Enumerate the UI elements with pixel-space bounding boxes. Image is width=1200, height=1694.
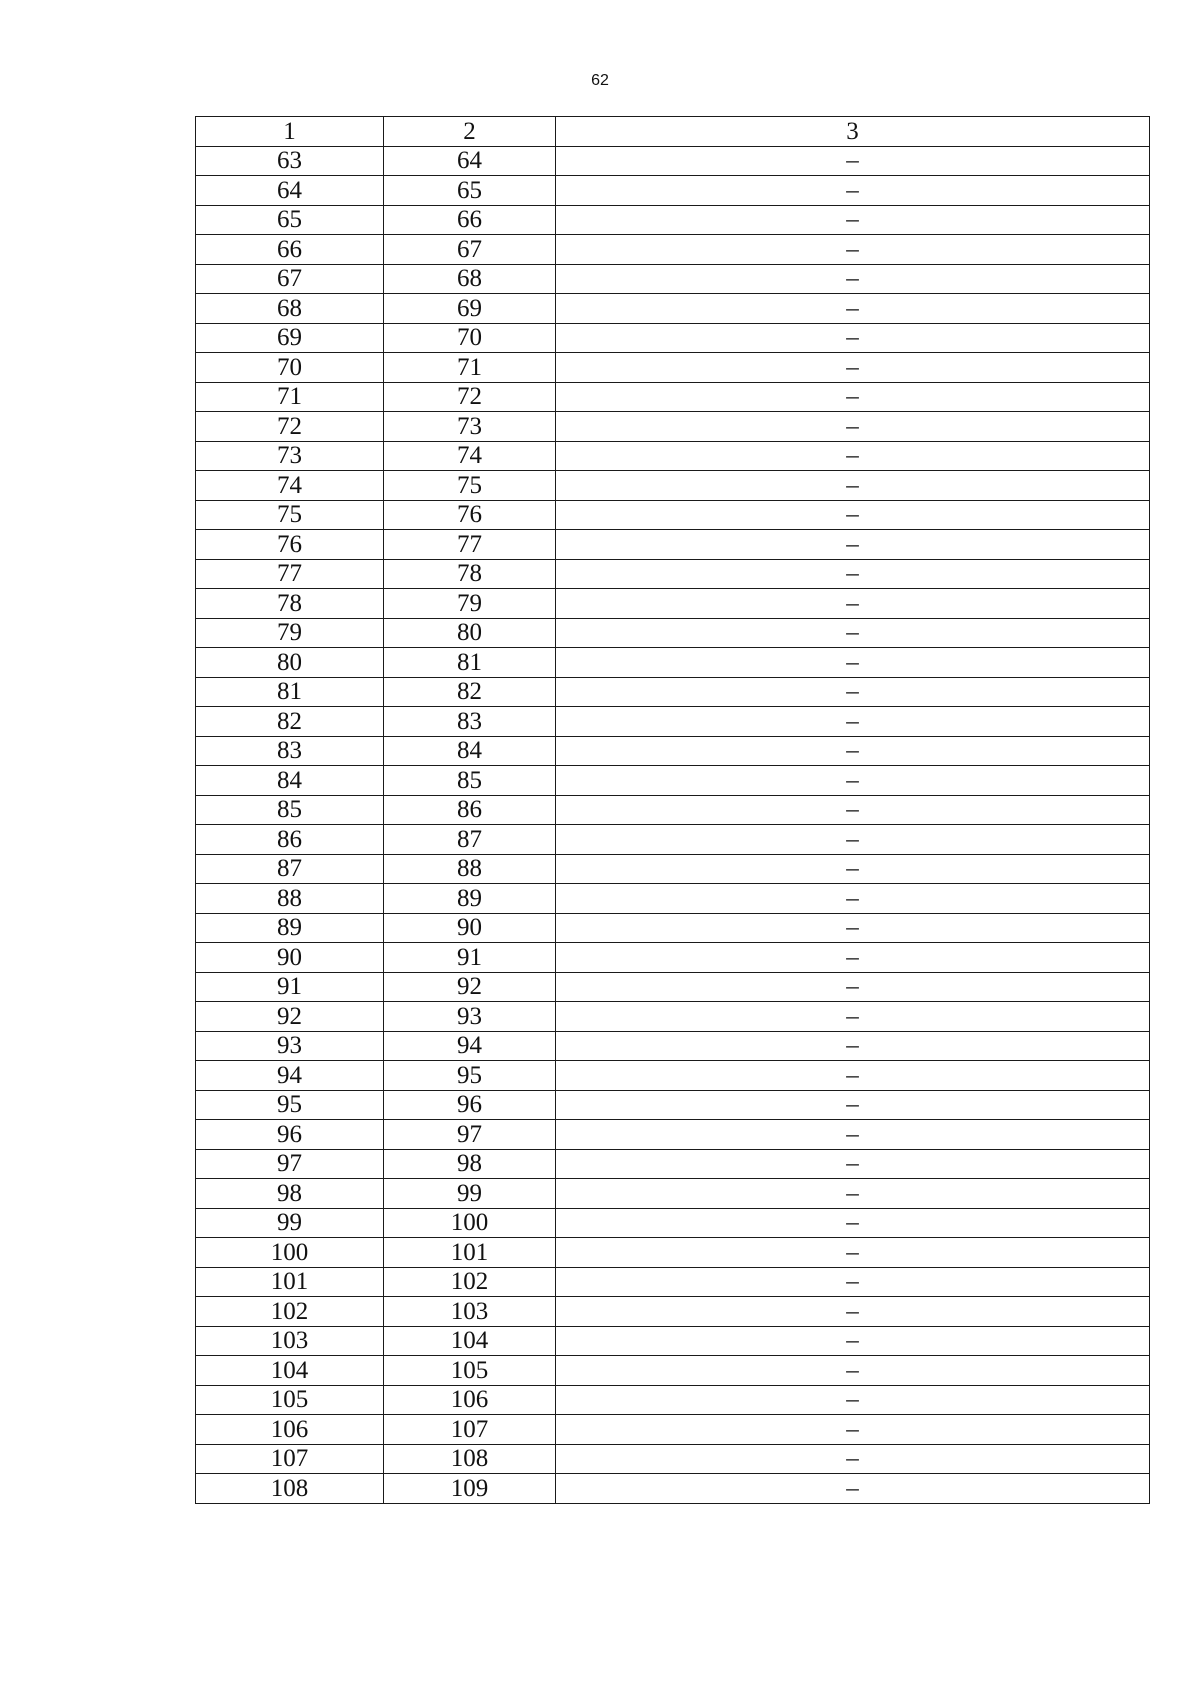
table-cell-col-3: – — [556, 294, 1150, 324]
table-cell-col-2: 66 — [384, 205, 556, 235]
table-cell-col-1: 78 — [196, 589, 384, 619]
table-body — [196, 117, 1150, 1504]
table-row — [196, 1002, 1150, 1032]
table-row — [196, 471, 1150, 501]
table-row — [196, 736, 1150, 766]
table-cell-col-1: 85 — [196, 795, 384, 825]
table-cell-col-1: 77 — [196, 559, 384, 589]
table-cell-col-2: 71 — [384, 353, 556, 383]
table-row — [196, 1297, 1150, 1327]
table-cell-col-2: 73 — [384, 412, 556, 442]
table-cell-col-2: 76 — [384, 500, 556, 530]
table-cell-col-2: 69 — [384, 294, 556, 324]
table-row — [196, 559, 1150, 589]
table-cell-col-2: 68 — [384, 264, 556, 294]
table-cell-col-3: – — [556, 1415, 1150, 1445]
table-row — [196, 176, 1150, 206]
table-cell-col-1: 86 — [196, 825, 384, 855]
table-row — [196, 353, 1150, 383]
table-cell-col-2: 85 — [384, 766, 556, 796]
table-row — [196, 618, 1150, 648]
table-cell-col-1: 76 — [196, 530, 384, 560]
table-cell-col-1: 100 — [196, 1238, 384, 1268]
table-row — [196, 1179, 1150, 1209]
table-row — [196, 913, 1150, 943]
table-cell-col-1: 89 — [196, 913, 384, 943]
table-row — [196, 589, 1150, 619]
table-row — [196, 1208, 1150, 1238]
table-cell-col-1: 99 — [196, 1208, 384, 1238]
table-row — [196, 766, 1150, 796]
table-cell-col-2: 103 — [384, 1297, 556, 1327]
table-row — [196, 294, 1150, 324]
table-row — [196, 943, 1150, 973]
table-cell-col-3: – — [556, 441, 1150, 471]
table-cell-col-1: 97 — [196, 1149, 384, 1179]
table-cell-col-1: 69 — [196, 323, 384, 353]
table-cell-col-3: – — [556, 766, 1150, 796]
table-cell-col-1: 95 — [196, 1090, 384, 1120]
table-row — [196, 707, 1150, 737]
table-cell-col-2: 65 — [384, 176, 556, 206]
table-cell-col-2: 106 — [384, 1385, 556, 1415]
table-cell-col-3: – — [556, 146, 1150, 176]
table-row — [196, 146, 1150, 176]
table-cell-col-3: – — [556, 1297, 1150, 1327]
table-cell-col-1: 92 — [196, 1002, 384, 1032]
table-cell-col-1: 66 — [196, 235, 384, 265]
table-cell-col-1: 107 — [196, 1444, 384, 1474]
table-row — [196, 205, 1150, 235]
table-cell-col-3: – — [556, 1002, 1150, 1032]
table-cell-col-3: – — [556, 1385, 1150, 1415]
table-cell-col-1: 70 — [196, 353, 384, 383]
table-cell-col-3: – — [556, 884, 1150, 914]
header-cell-2: 2 — [384, 117, 556, 147]
table-cell-col-1: 93 — [196, 1031, 384, 1061]
table-cell-col-2: 90 — [384, 913, 556, 943]
table-header-row — [196, 117, 1150, 147]
table-cell-col-2: 75 — [384, 471, 556, 501]
table-cell-col-3: – — [556, 825, 1150, 855]
table-cell-col-3: – — [556, 1326, 1150, 1356]
table-cell-col-3: – — [556, 235, 1150, 265]
table-cell-col-2: 77 — [384, 530, 556, 560]
table-cell-col-2: 87 — [384, 825, 556, 855]
table-cell-col-1: 72 — [196, 412, 384, 442]
table-cell-col-1: 84 — [196, 766, 384, 796]
table-cell-col-3: – — [556, 913, 1150, 943]
table-cell-col-1: 102 — [196, 1297, 384, 1327]
table-cell-col-2: 70 — [384, 323, 556, 353]
table-cell-col-2: 105 — [384, 1356, 556, 1386]
table-cell-col-2: 72 — [384, 382, 556, 412]
table-cell-col-3: – — [556, 1061, 1150, 1091]
table-cell-col-3: – — [556, 1208, 1150, 1238]
table-cell-col-2: 67 — [384, 235, 556, 265]
table-cell-col-2: 81 — [384, 648, 556, 678]
table-cell-col-3: – — [556, 471, 1150, 501]
table-cell-col-1: 87 — [196, 854, 384, 884]
table-cell-col-2: 102 — [384, 1267, 556, 1297]
table-cell-col-1: 73 — [196, 441, 384, 471]
table-cell-col-3: – — [556, 854, 1150, 884]
table-cell-col-3: – — [556, 1031, 1150, 1061]
table-cell-col-3: – — [556, 1120, 1150, 1150]
table-cell-col-3: – — [556, 1356, 1150, 1386]
table-cell-col-3: – — [556, 736, 1150, 766]
table-cell-col-2: 84 — [384, 736, 556, 766]
table-cell-col-3: – — [556, 648, 1150, 678]
table-cell-col-1: 106 — [196, 1415, 384, 1445]
table-cell-col-1: 74 — [196, 471, 384, 501]
table-cell-col-3: – — [556, 707, 1150, 737]
table-cell-col-1: 82 — [196, 707, 384, 737]
table-row — [196, 884, 1150, 914]
table-row — [196, 1238, 1150, 1268]
table-row — [196, 441, 1150, 471]
table-cell-col-2: 104 — [384, 1326, 556, 1356]
table-cell-col-3: – — [556, 205, 1150, 235]
header-cell-3: 3 — [556, 117, 1150, 147]
table-row — [196, 1444, 1150, 1474]
table-cell-col-1: 83 — [196, 736, 384, 766]
table-cell-col-3: – — [556, 1474, 1150, 1504]
table-cell-col-2: 92 — [384, 972, 556, 1002]
table-cell-col-3: – — [556, 1444, 1150, 1474]
table-row — [196, 1267, 1150, 1297]
table-cell-col-3: – — [556, 972, 1150, 1002]
table-cell-col-2: 91 — [384, 943, 556, 973]
table-row — [196, 1385, 1150, 1415]
table-cell-col-2: 108 — [384, 1444, 556, 1474]
table-cell-col-1: 90 — [196, 943, 384, 973]
table-row — [196, 1061, 1150, 1091]
table-cell-col-2: 82 — [384, 677, 556, 707]
table-cell-col-3: – — [556, 618, 1150, 648]
table-cell-col-2: 80 — [384, 618, 556, 648]
table-cell-col-3: – — [556, 530, 1150, 560]
table-cell-col-2: 99 — [384, 1179, 556, 1209]
table-cell-col-1: 81 — [196, 677, 384, 707]
table-cell-col-2: 78 — [384, 559, 556, 589]
table-cell-col-2: 74 — [384, 441, 556, 471]
table-cell-col-3: – — [556, 1179, 1150, 1209]
table-row — [196, 648, 1150, 678]
table-row — [196, 1326, 1150, 1356]
table-row — [196, 854, 1150, 884]
table-cell-col-1: 71 — [196, 382, 384, 412]
table-cell-col-1: 80 — [196, 648, 384, 678]
table-cell-col-3: – — [556, 1090, 1150, 1120]
header-cell-1: 1 — [196, 117, 384, 147]
table-row — [196, 677, 1150, 707]
table-row — [196, 500, 1150, 530]
table-row — [196, 795, 1150, 825]
table-cell-col-3: – — [556, 1238, 1150, 1268]
table-cell-col-1: 103 — [196, 1326, 384, 1356]
table-cell-col-2: 83 — [384, 707, 556, 737]
data-table — [195, 116, 1150, 1504]
table-row — [196, 972, 1150, 1002]
table-row — [196, 1149, 1150, 1179]
table-row — [196, 264, 1150, 294]
table-cell-col-2: 88 — [384, 854, 556, 884]
table-cell-col-1: 91 — [196, 972, 384, 1002]
table-cell-col-1: 98 — [196, 1179, 384, 1209]
table-row — [196, 382, 1150, 412]
page-number: 62 — [591, 72, 609, 89]
table-row — [196, 1415, 1150, 1445]
table-cell-col-3: – — [556, 176, 1150, 206]
table-cell-col-3: – — [556, 677, 1150, 707]
table-cell-col-2: 64 — [384, 146, 556, 176]
table-cell-col-1: 104 — [196, 1356, 384, 1386]
table-cell-col-3: – — [556, 1267, 1150, 1297]
table-cell-col-3: – — [556, 264, 1150, 294]
table-cell-col-1: 108 — [196, 1474, 384, 1504]
table-cell-col-2: 98 — [384, 1149, 556, 1179]
table-row — [196, 530, 1150, 560]
table-cell-col-1: 105 — [196, 1385, 384, 1415]
table-cell-col-2: 97 — [384, 1120, 556, 1150]
table-cell-col-2: 93 — [384, 1002, 556, 1032]
table-row — [196, 323, 1150, 353]
table-cell-col-3: – — [556, 500, 1150, 530]
table-cell-col-3: – — [556, 412, 1150, 442]
table-cell-col-2: 79 — [384, 589, 556, 619]
table-cell-col-3: – — [556, 1149, 1150, 1179]
table-row — [196, 235, 1150, 265]
table-cell-col-3: – — [556, 323, 1150, 353]
table-cell-col-3: – — [556, 589, 1150, 619]
table-cell-col-1: 79 — [196, 618, 384, 648]
table-row — [196, 412, 1150, 442]
table-cell-col-3: – — [556, 795, 1150, 825]
table-row — [196, 1474, 1150, 1504]
table-cell-col-2: 107 — [384, 1415, 556, 1445]
table-cell-col-3: – — [556, 382, 1150, 412]
table-cell-col-1: 88 — [196, 884, 384, 914]
table-cell-col-1: 68 — [196, 294, 384, 324]
table-cell-col-2: 96 — [384, 1090, 556, 1120]
table-cell-col-2: 95 — [384, 1061, 556, 1091]
table-cell-col-2: 89 — [384, 884, 556, 914]
table-row — [196, 1356, 1150, 1386]
table-cell-col-2: 94 — [384, 1031, 556, 1061]
table-cell-col-1: 67 — [196, 264, 384, 294]
table-cell-col-1: 64 — [196, 176, 384, 206]
table-cell-col-2: 100 — [384, 1208, 556, 1238]
table-cell-col-1: 101 — [196, 1267, 384, 1297]
table-row — [196, 1090, 1150, 1120]
table-cell-col-1: 63 — [196, 146, 384, 176]
table-cell-col-1: 65 — [196, 205, 384, 235]
table-cell-col-3: – — [556, 943, 1150, 973]
table-cell-col-1: 94 — [196, 1061, 384, 1091]
table-cell-col-2: 101 — [384, 1238, 556, 1268]
table-cell-col-3: – — [556, 353, 1150, 383]
table-row — [196, 825, 1150, 855]
table-cell-col-1: 96 — [196, 1120, 384, 1150]
table-row — [196, 1120, 1150, 1150]
table-cell-col-2: 86 — [384, 795, 556, 825]
table-cell-col-3: – — [556, 559, 1150, 589]
table-cell-col-2: 109 — [384, 1474, 556, 1504]
table-row — [196, 1031, 1150, 1061]
table-cell-col-1: 75 — [196, 500, 384, 530]
